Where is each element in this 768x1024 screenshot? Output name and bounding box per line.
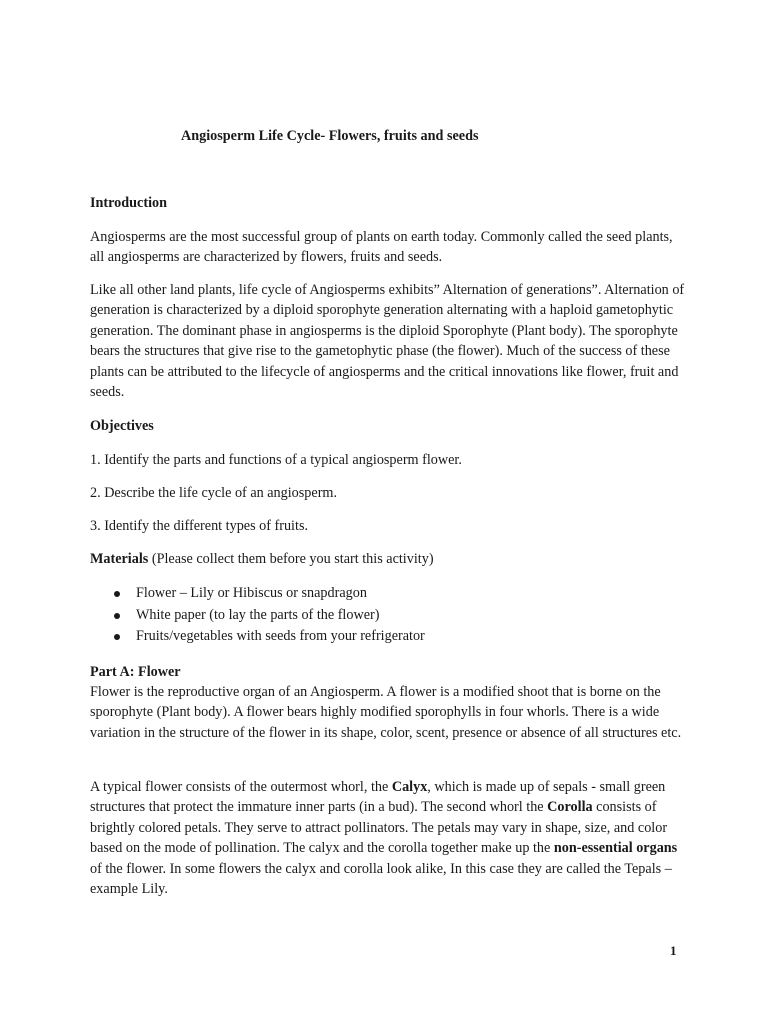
corolla-term: Corolla [547, 799, 593, 816]
objective-item-1: 1. Identify the parts and functions of a typical angiosperm flower. [90, 452, 462, 468]
materials-label: Materials [90, 551, 149, 567]
objective-item-3: 3. Identify the different types of fruits. [90, 518, 309, 534]
materials-line [90, 549, 690, 569]
materials-list [90, 583, 690, 648]
document-title: Angiosperm Life Cycle- Flowers, fruits and seeds [181, 128, 479, 144]
list-item [90, 605, 690, 627]
list-item-text: White paper (to lay the parts of the flower) [136, 606, 380, 623]
introduction-paragraph-2: Like all other land plants, life cycle of Angiosperms exhibits” Alternation of generations”. Alternation of generation is characterized by a diploid sporophyte generation alternating with a haploid gametophytic generation. The dominant phase in angiosperms is the diploid Sporophyte (Plant body). The sporophyte bears the structures that give rise to the gametophytic phase (the flower). Much of the success of these plants can be attributed to the lifecycle of angiosperms and the critical innovations like flower, fruit and seeds. [90, 282, 685, 401]
objectives-heading: Objectives [90, 418, 154, 434]
materials-note: (Please collect them before you start this activity) [148, 551, 434, 567]
list-item-text: Flower – Lily or Hibiscus or snapdragon [136, 585, 367, 601]
list-item [90, 583, 690, 605]
list-item [90, 626, 690, 648]
text-run: of the flower. In some flowers the calyx and corolla look alike, In this case they are called the Tepals – example Lily. [90, 860, 672, 898]
page-number: 1 [670, 943, 677, 958]
text-run: , which is made up of sepals - small green structures that protect the immature inner parts (in a bud). The second whorl the [90, 779, 666, 816]
non-essential-organs-term: non-essential organs [553, 840, 678, 857]
objective-item-2: 2. Describe the life cycle of an angiosperm. [90, 485, 337, 501]
introduction-heading: Introduction [90, 195, 167, 211]
bullet-icon [114, 613, 120, 619]
part-a-paragraph-1: Flower is the reproductive organ of an Angiosperm. A flower is a modified shoot that is borne on the sporophyte (Plant body). A flower bears highly modified sporophylls in four whorls. There is a wide variation in the structure of the flower in its shape, color, scent, presence or absence of all structures etc. [90, 684, 682, 741]
bullet-icon [114, 591, 120, 597]
bullet-icon [114, 634, 120, 640]
calyx-term: Calyx [391, 779, 428, 795]
introduction-paragraph-1: Angiosperms are the most successful group of plants on earth today. Commonly called the seed plants, all angiosperms are characterized by flowers, fruits and seeds. [90, 229, 673, 266]
part-a-paragraph-2 [90, 777, 690, 899]
text-run: A typical flower consists of the outermost whorl, the [90, 779, 392, 795]
text-run: consists of brightly colored petals. They serve to attract pollinators. The petals may vary in shape, size, and color based on the mode of pollination. The calyx and the corolla together make up the [90, 799, 668, 857]
list-item-text: Fruits/vegetables with seeds from your refrigerator [136, 628, 425, 645]
part-a-heading: Part A: Flower [90, 664, 181, 680]
